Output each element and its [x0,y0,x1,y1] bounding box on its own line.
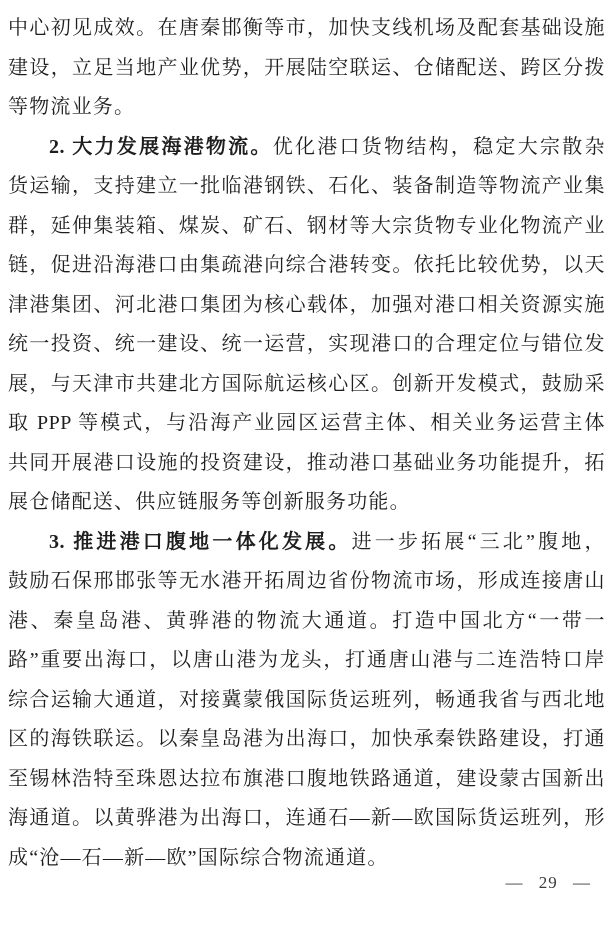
text-line [8,128,605,168]
text-run: 综合运输大通道，对接冀蒙俄国际货运班列，畅通我省与西北地 [8,688,605,711]
text-line [8,444,605,484]
text-run: 成“沧—石—新—欧”国际综合物流通道。 [8,846,389,869]
text-run: 展，与天津市共建北方国际航运核心区。创新开发模式，鼓励采 [8,372,605,395]
text-line [8,167,605,207]
text-line [8,523,605,563]
text-run: 路”重要出海口，以唐山港为龙头，打通唐山港与二连浩特口岸 [8,649,605,671]
text-run: 群，延伸集装箱、煤炭、矿石、钢材等大宗货物专业化物流产业 [8,214,605,237]
text-run: 优化港口货物结构，稳定大宗散杂 [272,135,606,158]
text-run: 进一步拓展“三北”腹地， [351,530,606,553]
text-run: 建设，立足当地产业优势，开展陆空联运、仓储配送、跨区分拨 [8,56,605,79]
text-line [8,681,605,721]
text-line [8,720,605,760]
text-line [8,9,605,49]
text-line [8,483,605,523]
heading-run: 2. 大力发展海港物流。 [49,135,273,158]
text-line [8,760,605,800]
text-line [8,602,605,642]
text-line [8,88,605,128]
text-run: 鼓励石保邢邯张等无水港开拓周边省份物流市场，形成连接唐山 [8,570,605,592]
text-line [8,286,605,326]
text-run: 中心初见成效。在唐秦邯衡等市，加快支线机场及配套基础设施 [8,17,605,39]
text-run: 链，促进沿海港口由集疏港向综合港转变。依托比较优势，以天 [8,254,605,276]
text-run: 港、秦皇岛港、黄骅港的物流大通道。打造中国北方“一带一 [8,609,605,632]
text-run: 共同开展港口设施的投资建设，推动港口基础业务功能提升，拓 [8,451,605,474]
text-line [8,404,605,444]
page-number: — 29 — [505,873,591,892]
text-run: 取 PPP 等模式，与沿海产业园区运营主体、相关业务运营主体 [8,412,605,434]
text-line [8,562,605,602]
text-line [8,325,605,365]
text-line [8,641,605,681]
text-line [8,246,605,286]
text-run: 统一投资、统一建设、统一运营，实现港口的合理定位与错位发 [8,333,605,355]
text-line [8,49,605,89]
text-line [8,207,605,247]
text-line [8,799,605,839]
text-run: 等物流业务。 [8,96,136,118]
text-run: 津港集团、河北港口集团为核心载体，加强对港口相关资源实施 [8,293,605,316]
text-run: 区的海铁联运。以秦皇岛港为出海口，加快承秦铁路建设，打通 [8,728,605,750]
heading-run: 3. 推进港口腹地一体化发展。 [49,530,352,553]
text-run: 至锡林浩特至珠恩达拉布旗港口腹地铁路通道，建设蒙古国新出 [8,767,605,790]
text-line [8,365,605,405]
text-run: 货运输，支持建立一批临港钢铁、石化、装备制造等物流产业集 [8,175,605,197]
text-run: 展仓储配送、供应链服务等创新服务功能。 [8,491,411,513]
text-run: 海通道。以黄骅港为出海口，连通石—新—欧国际货运班列，形 [8,807,605,829]
